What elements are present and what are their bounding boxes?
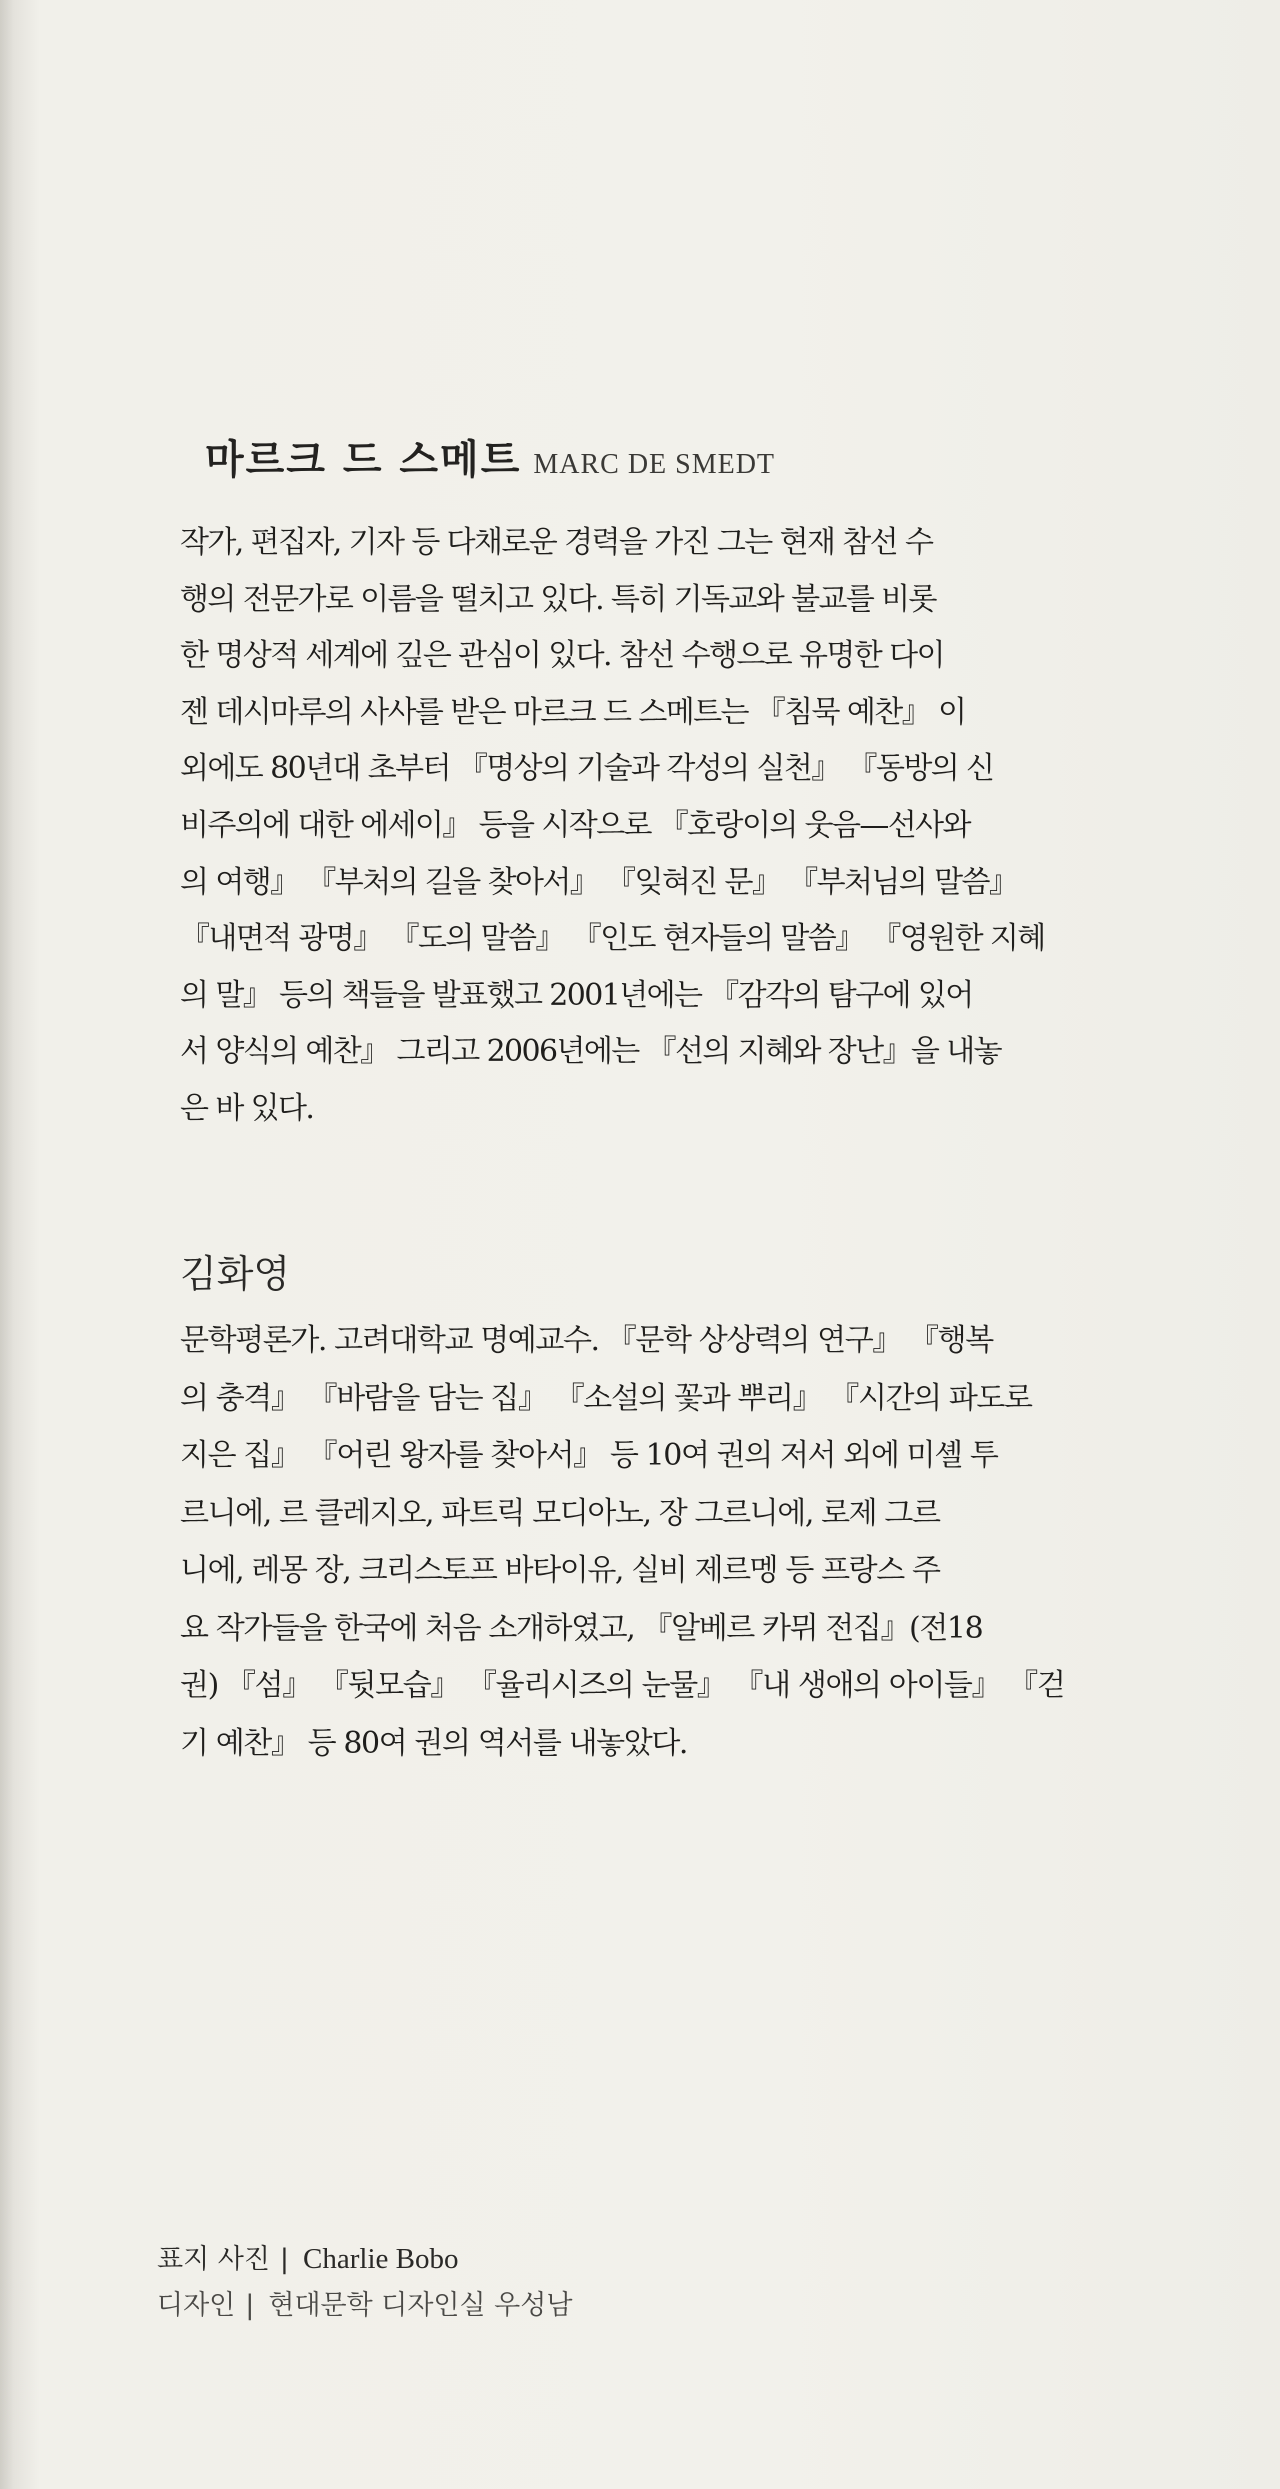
credit-separator: | — [245, 2290, 255, 2321]
biography-line: 지은 집』 『어린 왕자를 찾아서』 등 10여 권의 저서 외에 미셸 투 — [180, 1438, 998, 1473]
biography-line: 외에도 80년대 초부터 『명상의 기술과 각성의 실천』 『동방의 신 — [180, 751, 994, 787]
author-name-english: MARC DE SMEDT — [533, 449, 776, 480]
translator-biography — [180, 1312, 1080, 1772]
biography-line: 요 작가들을 한국에 처음 소개하였고, 『알베르 카뮈 전집』(전18 — [180, 1610, 983, 1646]
cover-photo-value: Charlie Bobo — [303, 2243, 459, 2275]
design-credit — [157, 2283, 572, 2329]
biography-line: 행의 전문가로 이름을 떨치고 있다. 특히 기독교와 불교를 비롯 — [180, 581, 936, 617]
biography-line: 비주의에 대한 에세이』 등을 시작으로 『호랑이의 웃음—선사와 — [180, 807, 970, 843]
design-value: 현대문학 디자인실 우성남 — [268, 2290, 573, 2321]
biography-line: 문학평론가. 고려대학교 명예교수. 『문학 상상력의 연구』 『행복 — [180, 1323, 993, 1358]
biography-line: 젠 데시마루의 사사를 받은 마르크 드 스메트는 『침묵 예찬』 이 — [180, 694, 966, 730]
biography-line: 르니에, 르 클레지오, 파트릭 모디아노, 장 그르니에, 로제 그르 — [180, 1495, 940, 1531]
author-biography — [180, 515, 1080, 1138]
credits — [157, 2236, 572, 2329]
biography-line: 작가, 편집자, 기자 등 다채로운 경력을 가진 그는 현재 참선 수 — [180, 525, 933, 560]
biography-line: 『내면적 광명』 『도의 말씀』 『인도 현자들의 말씀』 『영원한 지혜 — [180, 921, 1045, 957]
biography-line: 은 바 있다. — [180, 1090, 314, 1126]
biography-line: 니에, 레몽 장, 크리스토프 바타이유, 실비 제르멩 등 프랑스 주 — [180, 1553, 940, 1588]
author-heading — [205, 428, 775, 485]
cover-photo-label: 표지 사진 — [157, 2244, 270, 2275]
biography-line: 서 양식의 예찬』 그리고 2006년에는 『선의 지혜와 장난』을 내놓 — [180, 1034, 1001, 1070]
biography-line: 기 예찬』 등 80여 권의 역서를 내놓았다. — [180, 1725, 688, 1761]
credit-separator: | — [279, 2244, 290, 2275]
design-label: 디자인 — [157, 2290, 236, 2321]
biography-line: 의 말』 등의 책들을 발표했고 2001년에는 『감각의 탐구에 있어 — [180, 977, 973, 1013]
author-name-korean: 마르크 드 스메트 — [205, 437, 522, 483]
biography-line: 의 충격』 『바람을 담는 집』 『소설의 꽃과 뿌리』 『시간의 파도로 — [180, 1380, 1032, 1416]
translator-name: 김화영 — [180, 1252, 291, 1296]
biography-line: 권) 『섬』 『뒷모습』 『율리시즈의 눈물』 『내 생애의 아이들』 『걷 — [180, 1668, 1065, 1703]
biography-line: 한 명상적 세계에 깊은 관심이 있다. 참선 수행으로 유명한 다이 — [180, 638, 944, 674]
biography-line: 의 여행』 『부처의 길을 찾아서』 『잊혀진 문』 『부처님의 말씀』 — [180, 864, 1018, 900]
cover-photo-credit — [157, 2236, 572, 2283]
